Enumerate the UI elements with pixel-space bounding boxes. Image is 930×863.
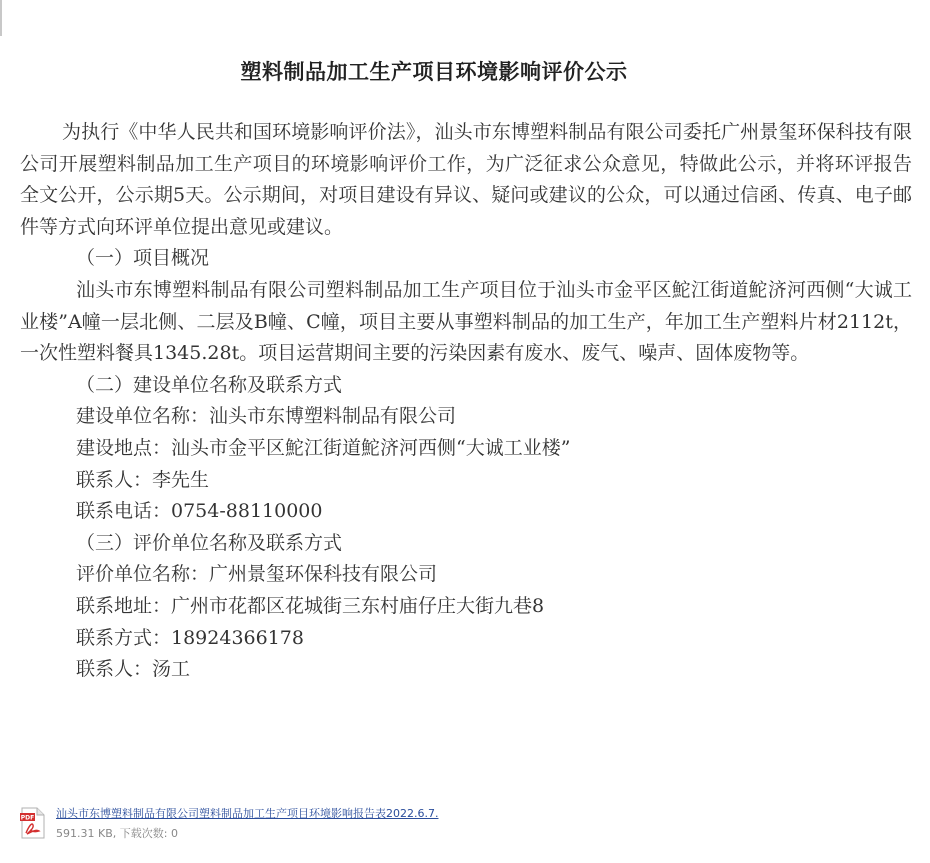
notice-body <box>20 117 912 686</box>
intro-paragraph: 为执行《中华人民共和国环境影响评价法》，汕头市东博塑料制品有限公司委托广州景玺环保科技有限公司开展塑料制品加工生产项目的环境影响评价工作，为广泛征求公众意见，特做此公示，并将环评报告全文公开，公示期5天。公示期间，对项目建设有异议、疑问或建议的公众，可以通过信函、传真、电子邮件等方式向环评单位提出意见或建议。 <box>20 121 912 238</box>
pdf-file-icon[interactable] <box>20 807 46 839</box>
attachment-meta: 591.31 KB, 下载次数: 0 <box>56 827 178 840</box>
evaluator-address: 联系地址：广州市花都区花城街三东村庙仔庄大街九巷8 <box>76 594 545 617</box>
section-heading-builder: （二）建设单位名称及联系方式 <box>76 373 343 396</box>
attachment-download-link[interactable]: 汕头市东博塑料制品有限公司塑料制品加工生产项目环境影响报告表2022.6.7. <box>56 807 439 820</box>
evaluator-unit-name: 评价单位名称：广州景玺环保科技有限公司 <box>76 563 438 586</box>
builder-unit-name: 建设单位名称：汕头市东博塑料制品有限公司 <box>76 405 457 428</box>
builder-location: 建设地点：汕头市金平区鮀江街道鮀济河西侧“大诚工业楼” <box>76 436 571 459</box>
section-heading-evaluator: （三）评价单位名称及联系方式 <box>76 531 343 554</box>
builder-phone: 联系电话：0754-88110000 <box>76 500 323 523</box>
left-divider <box>0 0 2 36</box>
overview-paragraph: 汕头市东博塑料制品有限公司塑料制品加工生产项目位于汕头市金平区鮀江街道鮀济河西侧“大诚工业楼”A幢一层北侧、二层及B幢、C幢，项目主要从事塑料制品的加工生产，年加工生产塑料片材2112t，一次性塑料餐具1345.28t。项目运营期间主要的污染因素有废水、废气、噪声、固体废物等。 <box>20 278 912 365</box>
section-heading-overview: （一）项目概况 <box>76 247 210 270</box>
builder-contact: 联系人：李先生 <box>76 468 210 491</box>
page-title: 塑料制品加工生产项目环境影响评价公示 <box>240 60 628 84</box>
evaluator-contact: 联系人：汤工 <box>76 658 191 681</box>
svg-text:PDF: PDF <box>20 814 35 822</box>
evaluator-phone: 联系方式：18924366178 <box>76 626 304 649</box>
